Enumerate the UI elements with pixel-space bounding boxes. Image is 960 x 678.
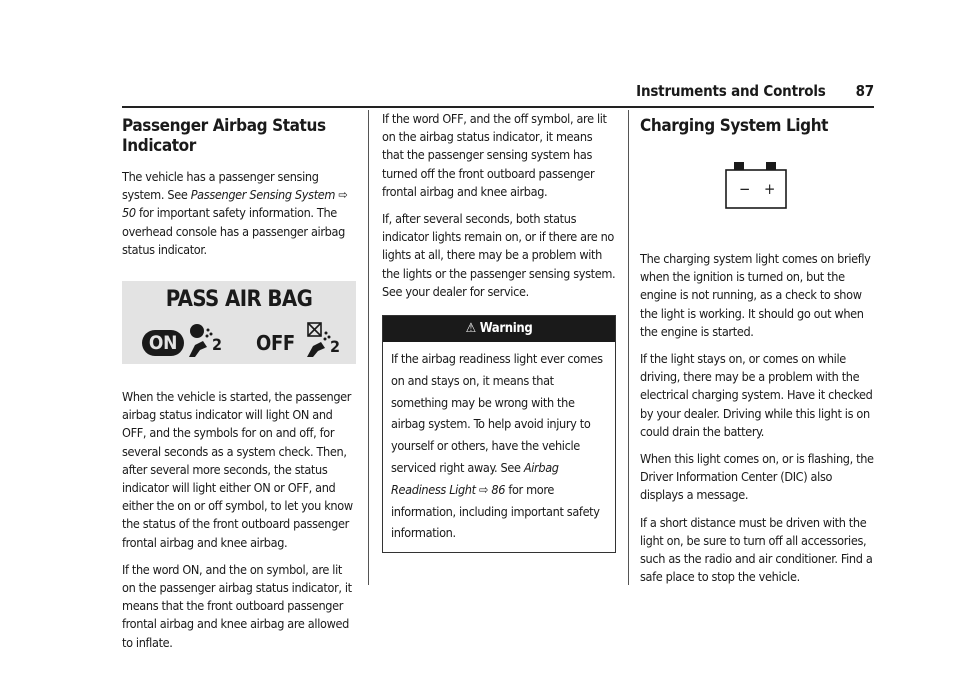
section-title: Instruments and Controls — [636, 82, 826, 100]
off-label: OFF — [256, 331, 295, 356]
charging-p1: The charging system light comes on briefly when the ignition is turned on, but the engine is not running, as a check to show the light is working. It should go out when the engine is started. — [640, 251, 871, 339]
warning-box — [382, 315, 616, 553]
off-seat-number: 2 — [330, 337, 340, 357]
warning-title: Warning — [479, 321, 533, 337]
column-3 — [640, 110, 876, 595]
lights-problem-paragraph: If, after several seconds, both status indicator lights remain on, or if there are no lights at all, there may be a problem with the lights or the passenger sensing system. See your dealer for service. — [382, 211, 616, 299]
header-rule — [122, 106, 874, 108]
page-number: 87 — [855, 82, 874, 100]
airbag-section-title: Passenger Airbag Status Indicator — [122, 116, 326, 156]
passenger-sensing-page[interactable]: 50 — [122, 205, 136, 221]
pass-airbag-indicator — [122, 281, 356, 364]
charging-section-title: Charging System Light — [640, 116, 829, 136]
pass-airbag-title: PASS AIR BAG — [165, 287, 313, 313]
charging-p2: If the light stays on, or comes on while driving, there may be a problem with the electrical charging system. Have it checked by your dealer. Driving while this light is on could drain the battery. — [640, 351, 873, 439]
column-divider-1 — [368, 110, 369, 585]
warning-header — [383, 316, 615, 342]
warning-body: If the airbag readiness light ever comes on and stays on, it means that something may be wrong with the airbag system. To help avoid injury to yourself or others, have the vehicle serviced right away. See Airbag Readiness Light ⇨ 86 for more information, including important safety information. — [391, 351, 603, 541]
on-label: ON — [142, 330, 184, 356]
column-1 — [122, 110, 356, 661]
airbag-intro-paragraph: The vehicle has a passenger sensing system. See Passenger Sensing System ⇨ 50 for important safety information. The overhead console has a passenger airbag status indicator. — [122, 169, 348, 257]
on-seat-number: 2 — [212, 335, 222, 355]
charging-p4: If a short distance must be driven with the light on, be sure to turn off all accessories, such as the radio and air conditioner. Find a safe place to stop the vehicle. — [640, 514, 873, 585]
battery-plus: + — [764, 180, 775, 198]
passenger-sensing-link[interactable]: Passenger Sensing System — [190, 187, 336, 203]
warning-triangle-icon: ⚠ — [465, 321, 476, 337]
airbag-readiness-page[interactable]: 86 — [491, 481, 506, 497]
battery-minus: − — [739, 180, 750, 198]
page-reference-icon: ⇨ — [335, 187, 348, 203]
airbag-readiness-link[interactable]: Airbag Readiness Light — [391, 460, 559, 497]
page-reference-icon: ⇨ — [475, 481, 492, 497]
on-lit-paragraph: If the word ON, and the on symbol, are lit on the passenger airbag status indicator, it means that the front outboard passenger frontal airbag and knee airbag are allowed to inflate. — [122, 561, 352, 650]
off-lit-paragraph: If the word OFF, and the off symbol, are lit on the airbag status indicator, it means that the passenger sensing system has turned off the front outboard passenger frontal airbag and knee airbag. — [382, 111, 607, 199]
system-check-paragraph: When the vehicle is started, the passenger airbag status indicator will light ON and OFF, and the symbols for on and off, for several seconds as a system check. Then, after several more seconds, the status indicator will light either ON or OFF, and either the on or off symbol, to let you know the status of the front outboard passenger frontal airbag and knee airbag. — [122, 389, 353, 550]
battery-icon — [724, 162, 790, 210]
charging-p3: When this light comes on, or is flashing, the Driver Information Center (DIC) also displays a message. — [640, 451, 874, 503]
column-divider-2 — [628, 110, 629, 585]
page-header — [636, 82, 874, 100]
column-2 — [382, 110, 616, 553]
